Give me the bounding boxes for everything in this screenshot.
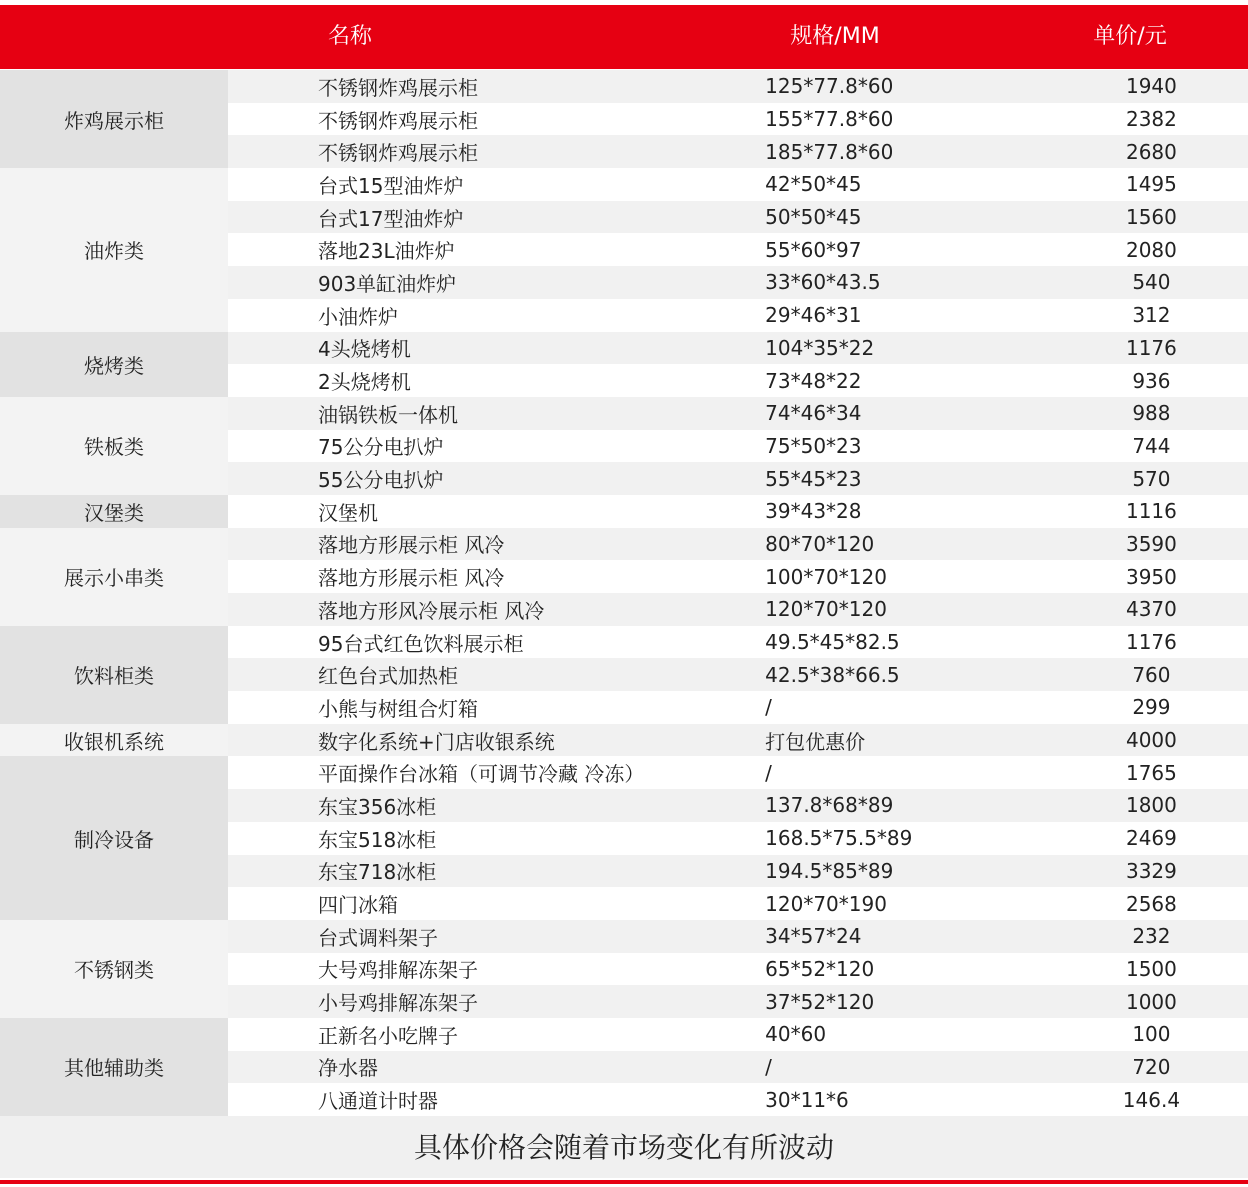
table-row [228, 103, 1248, 136]
item-name: 台式17型油炸炉 [318, 206, 464, 231]
item-spec: 65*52*120 [765, 956, 875, 981]
table-row [228, 920, 1248, 953]
category-group [0, 626, 1248, 724]
item-price: 570 [1132, 466, 1171, 491]
table-row [228, 1051, 1248, 1084]
item-price: 2382 [1125, 107, 1177, 132]
item-spec: 打包优惠价 [765, 729, 866, 754]
item-name: 净水器 [318, 1056, 378, 1081]
item-spec: 40*60 [765, 1022, 827, 1047]
item-spec: 30*11*6 [765, 1087, 849, 1112]
item-price: 4370 [1125, 597, 1177, 622]
item-price: 1800 [1125, 793, 1177, 818]
item-price: 3329 [1125, 858, 1177, 883]
table-row [228, 953, 1248, 986]
item-name: 东宝356冰柜 [318, 794, 437, 819]
table-row [228, 364, 1248, 397]
item-price: 720 [1132, 1054, 1171, 1079]
category-group [0, 920, 1248, 1018]
item-spec: 39*43*28 [765, 499, 862, 524]
item-spec: 42.5*38*66.5 [765, 662, 900, 687]
item-name: 东宝718冰柜 [318, 860, 437, 885]
item-price: 540 [1132, 270, 1171, 295]
item-price: 3590 [1125, 531, 1177, 556]
item-spec: 55*60*97 [765, 237, 862, 262]
category-label: 铁板类 [0, 397, 228, 495]
item-spec: 104*35*22 [765, 335, 875, 360]
table-row [228, 168, 1248, 201]
item-spec: 74*46*34 [765, 401, 862, 426]
table-row [228, 789, 1248, 822]
item-price: 2568 [1125, 891, 1177, 916]
item-name: 八通道计时器 [318, 1089, 438, 1114]
item-spec: 125*77.8*60 [765, 74, 894, 99]
item-spec: 120*70*190 [765, 891, 887, 916]
item-price: 3950 [1125, 564, 1177, 589]
item-name: 903单缸油炸炉 [318, 271, 457, 296]
item-spec: 168.5*75.5*89 [765, 826, 913, 851]
item-price: 1765 [1125, 760, 1177, 785]
table-row [228, 756, 1248, 789]
item-name: 小油炸炉 [318, 304, 398, 329]
item-name: 落地23L油炸炉 [318, 239, 455, 264]
footer-divider [0, 1180, 1248, 1184]
item-name: 四门冰箱 [318, 893, 398, 918]
item-price: 100 [1132, 1022, 1171, 1047]
item-spec: 185*77.8*60 [765, 139, 894, 164]
item-name: 55公分电扒炉 [318, 468, 444, 493]
table-row [228, 462, 1248, 495]
item-spec: 49.5*45*82.5 [765, 630, 900, 655]
item-spec: 137.8*68*89 [765, 793, 894, 818]
item-name: 台式15型油炸炉 [318, 173, 464, 198]
item-spec: 75*50*23 [765, 433, 862, 458]
category-group [0, 70, 1248, 168]
item-price: 744 [1132, 433, 1171, 458]
item-price: 1116 [1125, 499, 1177, 524]
item-spec: / [765, 760, 772, 785]
item-name: 东宝518冰柜 [318, 827, 437, 852]
item-name: 小号鸡排解冻架子 [318, 991, 478, 1016]
category-group [0, 332, 1248, 397]
category-label: 收银机系统 [0, 724, 228, 757]
category-label: 展示小串类 [0, 528, 228, 626]
table-row [228, 724, 1248, 757]
item-name: 95台式红色饮料展示柜 [318, 631, 524, 656]
item-name: 落地方形展示柜 风冷 [318, 533, 505, 558]
price-table [0, 70, 1248, 1116]
item-name: 大号鸡排解冻架子 [318, 958, 478, 983]
table-row [228, 495, 1248, 528]
header-spec: 规格/MM [790, 24, 880, 49]
item-price: 1495 [1125, 172, 1177, 197]
item-spec: 55*45*23 [765, 466, 862, 491]
table-row [228, 560, 1248, 593]
category-label: 制冷设备 [0, 756, 228, 919]
category-label: 炸鸡展示柜 [0, 70, 228, 168]
item-spec: 73*48*22 [765, 368, 862, 393]
category-label: 不锈钢类 [0, 920, 228, 1018]
category-group [0, 724, 1248, 757]
item-name: 台式调料架子 [318, 925, 438, 950]
table-row [228, 70, 1248, 103]
item-spec: 33*60*43.5 [765, 270, 881, 295]
table-row [228, 985, 1248, 1018]
item-name: 不锈钢炸鸡展示柜 [318, 108, 478, 133]
item-spec: / [765, 1054, 772, 1079]
header-price: 单价/元 [1093, 24, 1167, 49]
table-row [228, 822, 1248, 855]
table-row [228, 658, 1248, 691]
item-name: 不锈钢炸鸡展示柜 [318, 141, 478, 166]
table-row [228, 528, 1248, 561]
item-spec: 34*57*24 [765, 924, 862, 949]
category-label: 烧烤类 [0, 332, 228, 397]
item-name: 落地方形展示柜 风冷 [318, 566, 505, 591]
item-spec: 50*50*45 [765, 205, 862, 230]
item-price: 2469 [1125, 826, 1177, 851]
category-group [0, 168, 1248, 331]
category-label: 饮料柜类 [0, 626, 228, 724]
item-name: 油锅铁板一体机 [318, 402, 458, 427]
category-group [0, 1018, 1248, 1116]
item-price: 1000 [1125, 989, 1177, 1014]
item-name: 小熊与树组合灯箱 [318, 696, 478, 721]
table-row [228, 593, 1248, 626]
category-group [0, 495, 1248, 528]
table-row [228, 855, 1248, 888]
item-name: 2头烧烤机 [318, 370, 411, 395]
item-spec: 42*50*45 [765, 172, 862, 197]
table-row [228, 397, 1248, 430]
item-price: 2680 [1125, 139, 1177, 164]
item-price: 299 [1132, 695, 1171, 720]
category-group [0, 397, 1248, 495]
item-name: 汉堡机 [318, 500, 378, 525]
item-price: 2080 [1125, 237, 1177, 262]
item-spec: 29*46*31 [765, 303, 862, 328]
table-row [228, 626, 1248, 659]
item-price: 1176 [1125, 630, 1177, 655]
item-spec: 100*70*120 [765, 564, 887, 589]
item-name: 落地方形风冷展示柜 风冷 [318, 598, 545, 623]
item-price: 936 [1132, 368, 1171, 393]
item-spec: 194.5*85*89 [765, 858, 894, 883]
item-name: 数字化系统+门店收银系统 [318, 729, 555, 754]
item-price: 232 [1132, 924, 1171, 949]
table-row [228, 233, 1248, 266]
item-price: 760 [1132, 662, 1171, 687]
item-spec: / [765, 695, 772, 720]
item-name: 不锈钢炸鸡展示柜 [318, 75, 478, 100]
table-header [0, 5, 1248, 69]
table-row [228, 887, 1248, 920]
table-row [228, 691, 1248, 724]
table-row [228, 332, 1248, 365]
table-row [228, 299, 1248, 332]
item-price: 4000 [1125, 728, 1177, 753]
item-price: 312 [1132, 303, 1171, 328]
table-row [228, 266, 1248, 299]
item-price: 146.4 [1122, 1087, 1181, 1112]
item-name: 红色台式加热柜 [318, 664, 458, 689]
category-label: 其他辅助类 [0, 1018, 228, 1116]
category-group [0, 528, 1248, 626]
table-row [228, 430, 1248, 463]
category-label: 油炸类 [0, 168, 228, 331]
table-row [228, 1018, 1248, 1051]
item-price: 1500 [1125, 956, 1177, 981]
category-group [0, 756, 1248, 919]
header-name: 名称 [327, 24, 372, 49]
footer-note: 具体价格会随着市场变化有所波动 [0, 1116, 1248, 1178]
item-spec: 155*77.8*60 [765, 107, 894, 132]
table-row [228, 1083, 1248, 1116]
item-spec: 80*70*120 [765, 531, 875, 556]
item-name: 75公分电扒炉 [318, 435, 444, 460]
item-price: 1940 [1125, 74, 1177, 99]
item-price: 988 [1132, 401, 1171, 426]
table-row [228, 135, 1248, 168]
item-name: 正新名小吃牌子 [318, 1023, 458, 1048]
item-spec: 120*70*120 [765, 597, 887, 622]
item-price: 1560 [1125, 205, 1177, 230]
item-spec: 37*52*120 [765, 989, 875, 1014]
category-label: 汉堡类 [0, 495, 228, 528]
item-price: 1176 [1125, 335, 1177, 360]
table-row [228, 201, 1248, 234]
item-name: 平面操作台冰箱（可调节冷藏 冷冻） [318, 762, 645, 787]
item-name: 4头烧烤机 [318, 337, 411, 362]
